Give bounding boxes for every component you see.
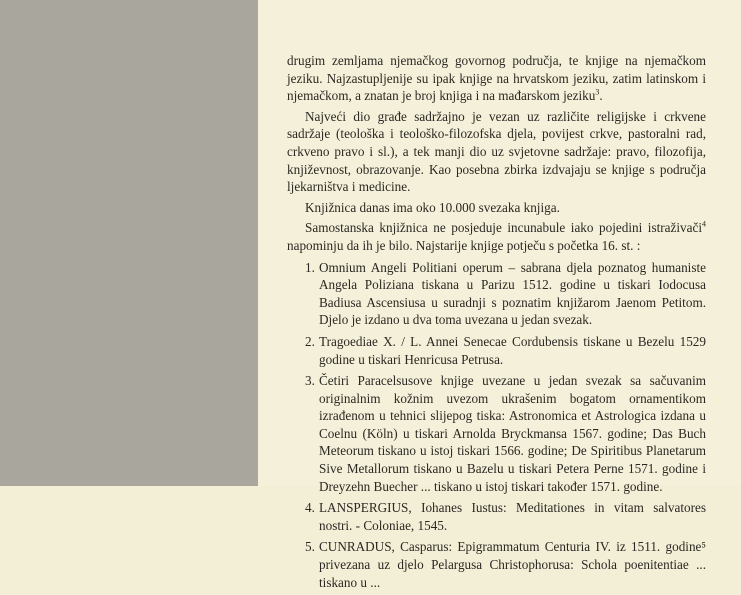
- list-text: Tragoediae X. / L. Annei Senecae Cordubensis tiskane u Bezelu 1529 godine u tiskari Henricusa Petrusa.: [319, 333, 706, 367]
- list-item: [287, 259, 706, 329]
- list-item: [287, 333, 706, 368]
- list-item: [287, 499, 706, 534]
- list-text: CUNRADUS, Casparus: Epigrammatum Centuria IV. iz 1511. godine⁵ privezana uz djelo Pelargusa Christophorusa: Schola poenitentiae ... tiskano u ...: [319, 539, 706, 590]
- list-item: [287, 538, 706, 591]
- list-number: 3.: [305, 373, 315, 389]
- paragraph-4: Samostanska knjižnica ne posjeduje incunabule iako pojedini istraživači$^4$ napominju da ih je bilo. Najstarije knjige potječu s početka 16. st. :: [287, 219, 706, 253]
- list-text: LANSPERGIUS, Iohanes Iustus: Meditationes in vitam salvatores nostri. - Coloniae, 1545.: [319, 500, 706, 533]
- book-page: [258, 0, 741, 590]
- list-item: [287, 372, 706, 495]
- list-text: Četiri Paracelsusove knjige uvezane u jedan svezak sa sačuvanim originalnim kožnim uvezom ukrašenim bogatom ornamentikom izrađenom u tehnici slijepog tiska: Astronomica et Astrologica izdana u Coelnu (Köln) u tiskari Arnolda Bryckmansa 1567. godine; Das Buch Meteorum tiskano u istoj tiskari 1566. godine; De Spiritibus Planetarum Sive Metallorum tiskano u Bazelu u tiskari Petera Perne 1571. godine i Dreyzehn Buecher ... tiskano u istoj tiskari također 1571. godine.: [319, 373, 706, 494]
- list-text: Omnium Angeli Politiani operum – sabrana djela poznatog humaniste Angela Poliziana tiskana u Parizu 1512. godine u tiskari Iodocusa Badiusa Ascensiusa u suradnji s poznatim knjižarom Jaenom Petitom. Djelo je izdano u dva toma uvezana u jedan svezak.: [319, 259, 706, 328]
- paragraph-2: Najveći dio građe sadržajno je vezan uz različite religijske i crkvene sadržaje (teološka i teološko-filozofska djela, povijest crkve, pastoralni rad, crkveno pravo i sl.), a tek manji dio uz svjetovne sadržaje: pravo, filozofija, književnost, obrazovanje. Kao posebna zbirka izdvajaju se knjige s područja ljekarništva i medicine.: [287, 108, 706, 195]
- paragraph-3: Knjižnica danas ima oko 10.000 svezaka knjiga.: [305, 199, 560, 215]
- page-text: [287, 52, 706, 595]
- list-number: 2.: [305, 333, 315, 349]
- footnote-ref-3: 3: [595, 87, 600, 97]
- oldest-books-list: [287, 259, 706, 592]
- list-number: 5.: [305, 539, 315, 555]
- list-number: 4.: [305, 500, 315, 516]
- list-number: 1.: [305, 259, 315, 275]
- paragraph-1: drugim zemljama njemačkog govornog područja, te knjige na njemačkom jeziku. Najzastupljenije su ipak knjige na hrvatskom jeziku, zatim latinskom i njemačkom, a znatan je broj knjiga i na mađarskom jeziku$^3$.: [287, 53, 706, 104]
- footnote-ref-4: 4: [702, 219, 706, 229]
- left-margin-background: [0, 0, 258, 486]
